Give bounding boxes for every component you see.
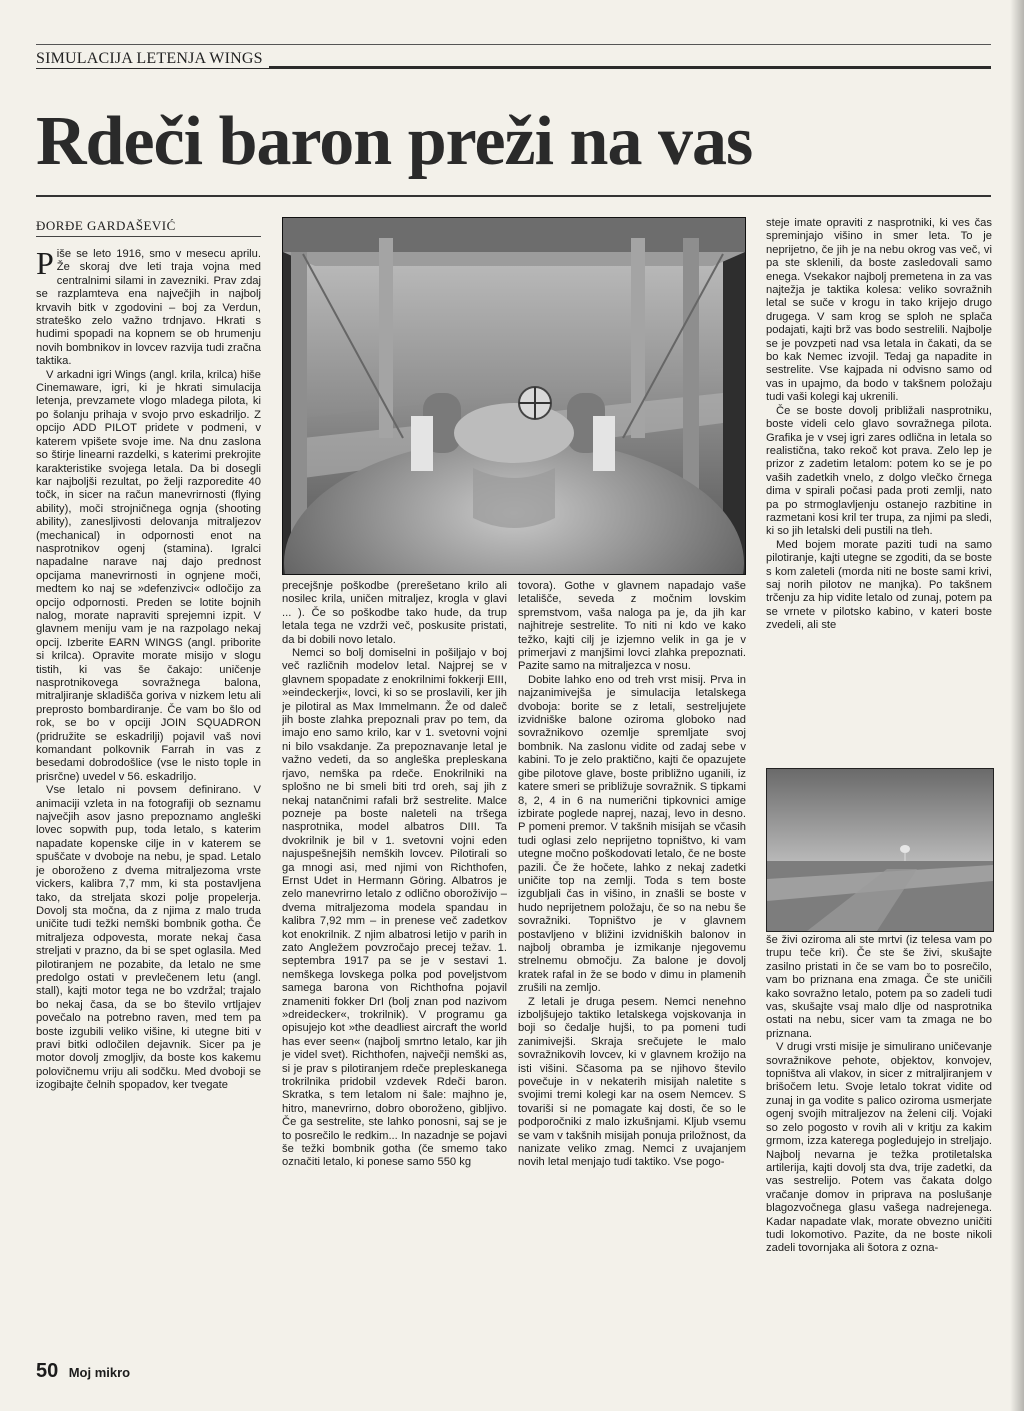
cockpit-illustration: [283, 218, 745, 574]
page-footer: [36, 1360, 130, 1383]
article-column-3: [518, 580, 746, 1355]
paragraph: Dobite lahko eno od treh vrst misij. Prva in najzanimivejša je simulacija letalskega dvoboja: borite se z letali, sestreljujete izvidniške balone oziroma globoko nad sovražnikovo ozemlje spremljate svoj bombnik. Na zaslonu vidite od zadaj sebe v kabini. To je zelo praktično, kajti če opazujete gibe pilotove glave, boste približno uganili, iz katere smeri se približuje sovražnik. S tipkami 8, 2, 4 in 6 na numerični tipkovnici amige izbirate poglede naprej, nazaj, levo in desno. P pomeni premor. V takšnih misijah se včasih tudi oglasi zelo neprijetno topništvo, ki vam utegne močno poškodovati letalo, če ne boste pazili. Če že hočete, lahko z nekaj zadetki uničite top na zemlji. Toda s tem boste izgubljali čas in višino, in znašli se boste v hudo neprijetnem položaju, če so na nebu še sovražniki. Topništvo je v glavnem postavljeno v bližini izvidniških balonov in najbolj obramba je izmikanje njegovemu strelnemu območju. Za balone je dovolj kratek rafal in že se bodo v dimu in plamenih zrušili na zemljo.: [518, 673, 746, 995]
section-label: SIMULACIJA LETENJA WINGS: [36, 50, 269, 68]
title-rule: [36, 195, 991, 197]
article-column-1: [36, 248, 261, 1351]
paragraph: Vse letalo ni povsem definirano. V animaciji vzleta in na fotografiji ob seznamu največjih asov jasno prepoznamo angleški lovec sopwith pup, toda letalo, s katerim napadate kopenske cilje in v katerem se spuščate v dvoboje na nebu, je spad. Letalo je oboroženo z dvema mitraljezoma vrste vickers, kalibra 7,7 mm, ki sta postavljena tako, da streljata skozi polje propelerja. Dovolj sta močna, da z njima z malo truda uničite tudi težki nemški bombnik gotha. Če mitraljeza odpovesta, morate nekaj časa streljati v prazno, da bi se spet oglasila. Med pilotiranjem ne pozabite, da letalo ne sme predolgo ostati v prevlečenem letu (angl. stall), kajti motor tega ne bo vzdržal; trajalo bo nekaj časa, da se bo število vrtljajev povečalo na potrebno raven, med tem pa boste izgubili veliko višine, ki utegne biti v pravi bitki odločilen dejavnik. Sicer pa je motor dovolj zmogljiv, da boste kos kakemu polovičnemu vriju ali sodčku. Med dvoboji se izogibajte čelnih spopadov, ker tvegate: [36, 784, 261, 1092]
paragraph: V arkadni igri Wings (angl. krila, krilca) hiše Cinemaware, igri, ki je hkrati simulacija letenja, prevzamete vlogo mladega pilota, ki po šolanju prihaja v svojo prvo eskadriljo. Z opcijo ADD PILOT pridete v podmeni, v katerem vpišete svoje ime. Na dnu zaslona so štirje linearni razdelki, s katerimi prekrojite karakteristike svojega letala. Da bi dosegli kar najboljši rezultat, po želji razporedite 40 točk, in sicer na račun manevrirnosti (flying ability), moči strojničnega ognja (shooting ability), zanesljivosti delovanja mitraljezov (mechanical) in odpornosti enot na nasprotnikov ogenj (stamina). Igralci napadalne narave naj dajo prednost opcijama manevrirnosti in ognjene moči, medtem ko naj se »defenzivci« odločijo za opcijo odpornosti. Preden se lotite bojnih nalog, morate napraviti sprejemni izpit. V glavnem meniju vam je na razpolago nekaj opcij. Izberite EARN WINGS (angl. priborite si krilca). Opravite morate misijo v slogu tistih, ki vas še čakajo: uničenje nasprotnikovega sovražnega balona, mitraljiranje skladišča goriva v nizkem letu ali preprosto bombardiranje. Če vam bo šlo od rok, se bo v opciji JOIN SQUADRON (pridružite se eskadrilji) pojavil vaš novi komandant polkovnik Farrah in vas z besedami dobrodošlice (vse le nisto tople in prisrčne) uvedel v 56. eskadriljo.: [36, 368, 261, 783]
paragraph: V drugi vrsti misije je simulirano uničevanje sovražnikove pehote, objektov, konvojev, topništva ali vlakov, in sicer z mitraljiranjem v brišočem letu. Svoje letalo tokrat vidite od zunaj in ga vodite s palico oziroma usmerjate ogenj svojih mitraljezov na želeni cilj. Vojaki so zelo pogosto v rovih ali v kritju za kakim grmom, izza katerega pogledujejo in streljajo. Najbolj nevarna je težka protiletalska artilerija, kajti dovolj sta dva, trije zadetki, da vas sestrelijo. Potem vas čakata dolgo vračanje domov in priprava na poslušanje blagozvočnega glasu vašega nadrejenega. Kadar napadate vlak, morate obvezno uničiti tudi lokomotivo. Pazite, da ne boste nikoli zadeli tovornjaka ali šotora z ozna-: [766, 1041, 992, 1255]
paragraph: Če se boste dovolj približali nasprotniku, boste videli celo glavo sovražnega pilota. Grafika je v vsej igri zares odlična in letala so realistična, tako rekoč kot prava. Zelo lep je prizor z zadetim letalom: potem ko se je po vaših zadetkih vnelo, z dolgo vlečko črnega dima v spirali počasi pada proti zemlji, nato pa po strmoglavljenju ostanejo razbitine in razmetani kosi kril ter trupa, za njimi pa sledi, ki so jih letalski deli pustili na tleh.: [766, 404, 992, 538]
paragraph: Z letali je druga pesem. Nemci nenehno izboljšujejo taktiko letalskega vojskovanja in boji so čedalje hujši, to pa pomeni tudi zanimivejši. Skraja srečujete le malo sovražnikovih lovcev, ki v glavnem krožijo na isti višini. Sčasoma pa se njihovo število povečuje in v nekaterih misijah naletite s svojimi tremi kolegi kar na osem Nemcev. S tovariši si ne pomagate kaj dosti, če so le podporočniki z malo izkušnjami. Kljub vsemu se vam v takšnih misijah ponuja priložnost, da nanizate veliko zmag. Nemci z uvajanjem novih letal menjajo tudi taktiko. Vse pogo-: [518, 995, 746, 1169]
binding-shadow: [1010, 0, 1024, 1411]
article-title: Rdeči baron preži na vas: [36, 103, 753, 180]
balloon-illustration: [767, 769, 993, 931]
article-column-4-top: [766, 217, 992, 757]
drop-cap: P: [36, 248, 54, 281]
paragraph: tovora). Gothe v glavnem napadajo vaše letališče, seveda z močnim lovskim spremstvom, vaša naloga pa je, da jih kar najhitreje sestrelite. To niti ni kdo ve kako težko, kajti cilj je izjemno velik in ga je v primerjavi z manjšimi lovci zlahka prepoznati. Pazite samo na mitraljezca v nosu.: [518, 580, 746, 673]
paragraph: precejšnje poškodbe (prerešetano krilo ali nosilec krila, uničen mitraljez, krogla v glavi ... ). Če so poškodbe tako hude, da trup letala tega ne vzdrži več, poskusite pristati, da bi dobili novo letalo.: [282, 580, 507, 646]
paragraph: [36, 248, 261, 369]
game-screenshot-balloon: [766, 768, 994, 932]
article-column-4-bottom: [766, 934, 992, 1357]
page-number: 50: [36, 1360, 59, 1382]
paragraph: še živi oziroma ali ste mrtvi (iz telesa vam po trupu teče kri). Če ste še živi, skušajte zasilno pristati in če se vam bo to posrečilo, vam bo priznana ena zmaga. Če ste uničili kako sovražno letalo, potem pa so zadeli tudi vas, skušajte vsaj malo dlje od nasprotnika ostati na nebu, sicer vam ta zmaga ne bo priznana.: [766, 934, 992, 1040]
top-rule: [36, 44, 991, 45]
article-column-2: [282, 580, 507, 1355]
game-screenshot-cockpit: [282, 217, 746, 575]
magazine-name: Moj mikro: [68, 1365, 131, 1380]
paragraph: Med bojem morate paziti tudi na samo pilotiranje, kajti utegne se zgoditi, da se boste s kom zaleteli (morda niti ne boste sami krivi, saj norih pilotov ne manjka). Po takšnem trčenju za hip vidite letalo od zunaj, potem pa se vrnete v pilotsko kabino, v kateri boste zvedeli, ali ste: [766, 538, 992, 632]
paragraph-text: iše se leto 1916, smo v mesecu aprilu. Že skoraj dve leti traja vojna med centralnimi silami in zavezniki. Prav zdaj se razplamteva ena največjih in najbolj krvavih bitk v zgodovini – boj za Verdun, strateško zelo važno trdnjavo. Hkrati s hudimi spopadi na kopnem se ob hrumenju novih bombnikov in lovcev razvija tudi zračna taktika.: [36, 248, 261, 368]
section-header: [36, 50, 991, 72]
paragraph: Nemci so bolj domiselni in pošiljajo v boj več različnih modelov letal. Najprej se v glavnem spopadate z enokrilnimi fokkerji EIII, »eindeckerji«, lovci, ki so se proslavili, ker jih je pilotiral as Max Immelmann. Že od daleč jih boste zlahka prepoznali prav po tem, da imajo eno samo krilo, kar v 1. svetovni vojni ni bilo vsakdanje. Za prepoznavanje letal je važno vedeti, da so angleška prepleskana rjavo, nemška pa rdeče. Enokrilniki na splošno ne bi smeli biti trd oreh, saj jih z nekaj natančnimi rafali brž sestrelite. Malce pozneje pa boste naleteli na tršega nasprotnika, model albatros DIII. Ta dvokrilnik je bil v 1. svetovni vojni eden najuspešnejših nemških lovcev. Pilotirali so ga mnogi asi, med njimi von Richthofen, Ernst Udet in Hermann Göring. Albatros je zelo manevrirno letalo z odlično oboroživijo – dvema mitraljezoma modela spandau in kalibra 7,92 mm – in prenese več zadetkov kot enokrilnik. Z njim albatrosi letijo v parih in zato Angležem povzročajo precej težav. 1. septembra 1917 pa se je v sestavi 1. nemškega lovskega polka pod poveljstvom samega barona von Richthofna pojavil znameniti fokker DrI (bolj znan pod nazivom »dreidecker«, trokrilnik). V programu ga opisujejo kot »the deadliest aircraft the world has ever seen« (najbolj smrtno letalo, kar jih je videl svet). Richthofen, največji nemški as, si je prav s pilotiranjem rdeče prepleskanega trokrilnika pridobil vzdevek Rdeči baron. Skratka, s tem letalom ni šale: majhno je, hitro, manevrirno, dobro oboroženo, gibljivo. Če ga sestrelite, ste lahko ponosni, saj se je to posrečilo le redkim... In nazadnje se pojavi še težki bombnik gotha (če smemo tako označiti letalo, ki ponese samo 550 kg: [282, 647, 507, 1169]
author-rule: [36, 236, 261, 237]
author-byline: ĐORĐE GARDAŠEVIĆ: [36, 218, 176, 233]
paragraph: steje imate opraviti z nasprotniki, ki ves čas spreminjajo višino in smer leta. To je neprijetno, če jih je na nebu okrog vas več, vi pa ste sklenili, da boste zasledovali samo enega. Vsekakor najbolj premetena in za vas najtežja je taktika kolesa: veliko sovražnih letal se suče v krogu in tako krijejo drugo drugega. V sam krog se sploh ne splača podajati, kajti brž vas bodo sestrelili. Najbolje se je povzpeti nad vsa letala in čakati, da se bo kak Nemec izvojil. Tedaj ga napadite in sestrelite. Vse kajpada ni odvisno samo od vas in upajmo, da bodo v takšnem položaju tudi vaši kolegi kaj ukrenili.: [766, 217, 992, 404]
